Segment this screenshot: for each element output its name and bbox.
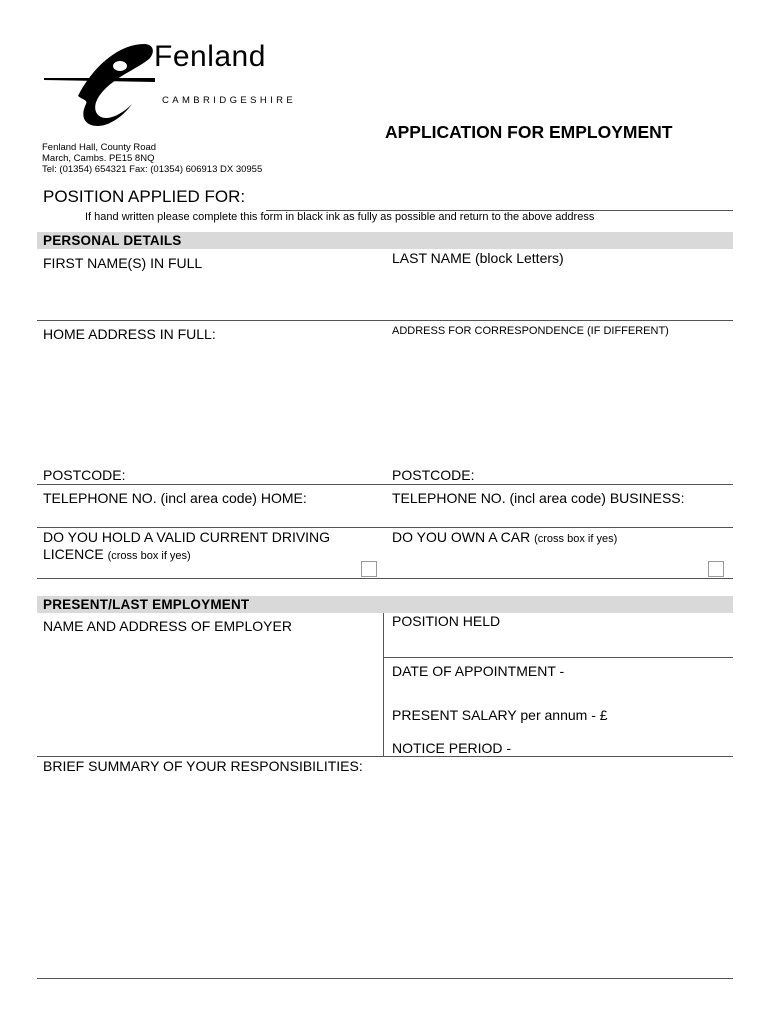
instructions: If hand written please complete this form in black ink as fully as possible and return to the above address (85, 211, 595, 223)
fenland-logo-icon (40, 38, 160, 128)
address-line-2: March, Cambs. PE15 8NQ (42, 153, 155, 164)
licence-word: LICENCE (43, 546, 104, 562)
page-bottom-line (37, 978, 733, 979)
council-logo (40, 38, 300, 128)
postcode-home-label: POSTCODE: (43, 467, 126, 483)
licence-divider (37, 578, 733, 579)
last-name-label: LAST NAME (block Letters) (392, 250, 564, 266)
employment-bottom-divider (37, 756, 733, 757)
position-held-divider (384, 657, 733, 658)
employer-name-address-label: NAME AND ADDRESS OF EMPLOYER (43, 618, 292, 634)
driving-licence-label: DO YOU HOLD A VALID CURRENT DRIVING (43, 529, 331, 545)
correspondence-address-label: ADDRESS FOR CORRESPONDENCE (IF DIFFERENT) (392, 325, 669, 337)
notice-period-label: NOTICE PERIOD - (392, 740, 512, 756)
date-of-appointment-label: DATE OF APPOINTMENT - (392, 663, 565, 679)
telephone-divider (37, 527, 733, 528)
present-salary-label: PRESENT SALARY per annum - £ (392, 707, 608, 723)
position-held-label: POSITION HELD (392, 613, 501, 629)
logo-region: CAMBRIDGESHIRE (162, 95, 297, 106)
employment-column-divider (383, 613, 384, 756)
address-line-3: Tel: (01354) 654321 Fax: (01354) 606913 DX 30955 (42, 164, 263, 175)
postcode-correspondence-label: POSTCODE: (392, 467, 475, 483)
address-line-1: Fenland Hall, County Road (42, 142, 157, 153)
own-car-checkbox[interactable] (708, 561, 724, 577)
personal-details-heading: PERSONAL DETAILS (43, 233, 182, 248)
employment-header (37, 596, 733, 613)
responsibilities-label: BRIEF SUMMARY OF YOUR RESPONSIBILITIES: (43, 758, 363, 774)
telephone-home-label: TELEPHONE NO. (incl area code) HOME: (43, 490, 307, 506)
personal-details-header (37, 232, 733, 249)
logo-wordmark: Fenland (154, 40, 266, 73)
telephone-business-label: TELEPHONE NO. (incl area code) BUSINESS: (392, 490, 685, 506)
position-applied-label: POSITION APPLIED FOR: (43, 187, 246, 206)
licence-hint: (cross box if yes) (107, 550, 191, 562)
first-names-label: FIRST NAME(S) IN FULL (43, 255, 203, 271)
postcode-divider (37, 484, 733, 485)
own-car-label (392, 529, 617, 545)
form-title: APPLICATION FOR EMPLOYMENT (385, 122, 673, 142)
employment-heading: PRESENT/LAST EMPLOYMENT (43, 597, 250, 612)
own-car-hint: (cross box if yes) (534, 533, 618, 545)
own-car-text: DO YOU OWN A CAR (392, 529, 531, 545)
names-divider (37, 320, 733, 321)
driving-licence-label-2 (43, 546, 191, 562)
home-address-label: HOME ADDRESS IN FULL: (43, 326, 216, 342)
driving-licence-checkbox[interactable] (361, 561, 377, 577)
